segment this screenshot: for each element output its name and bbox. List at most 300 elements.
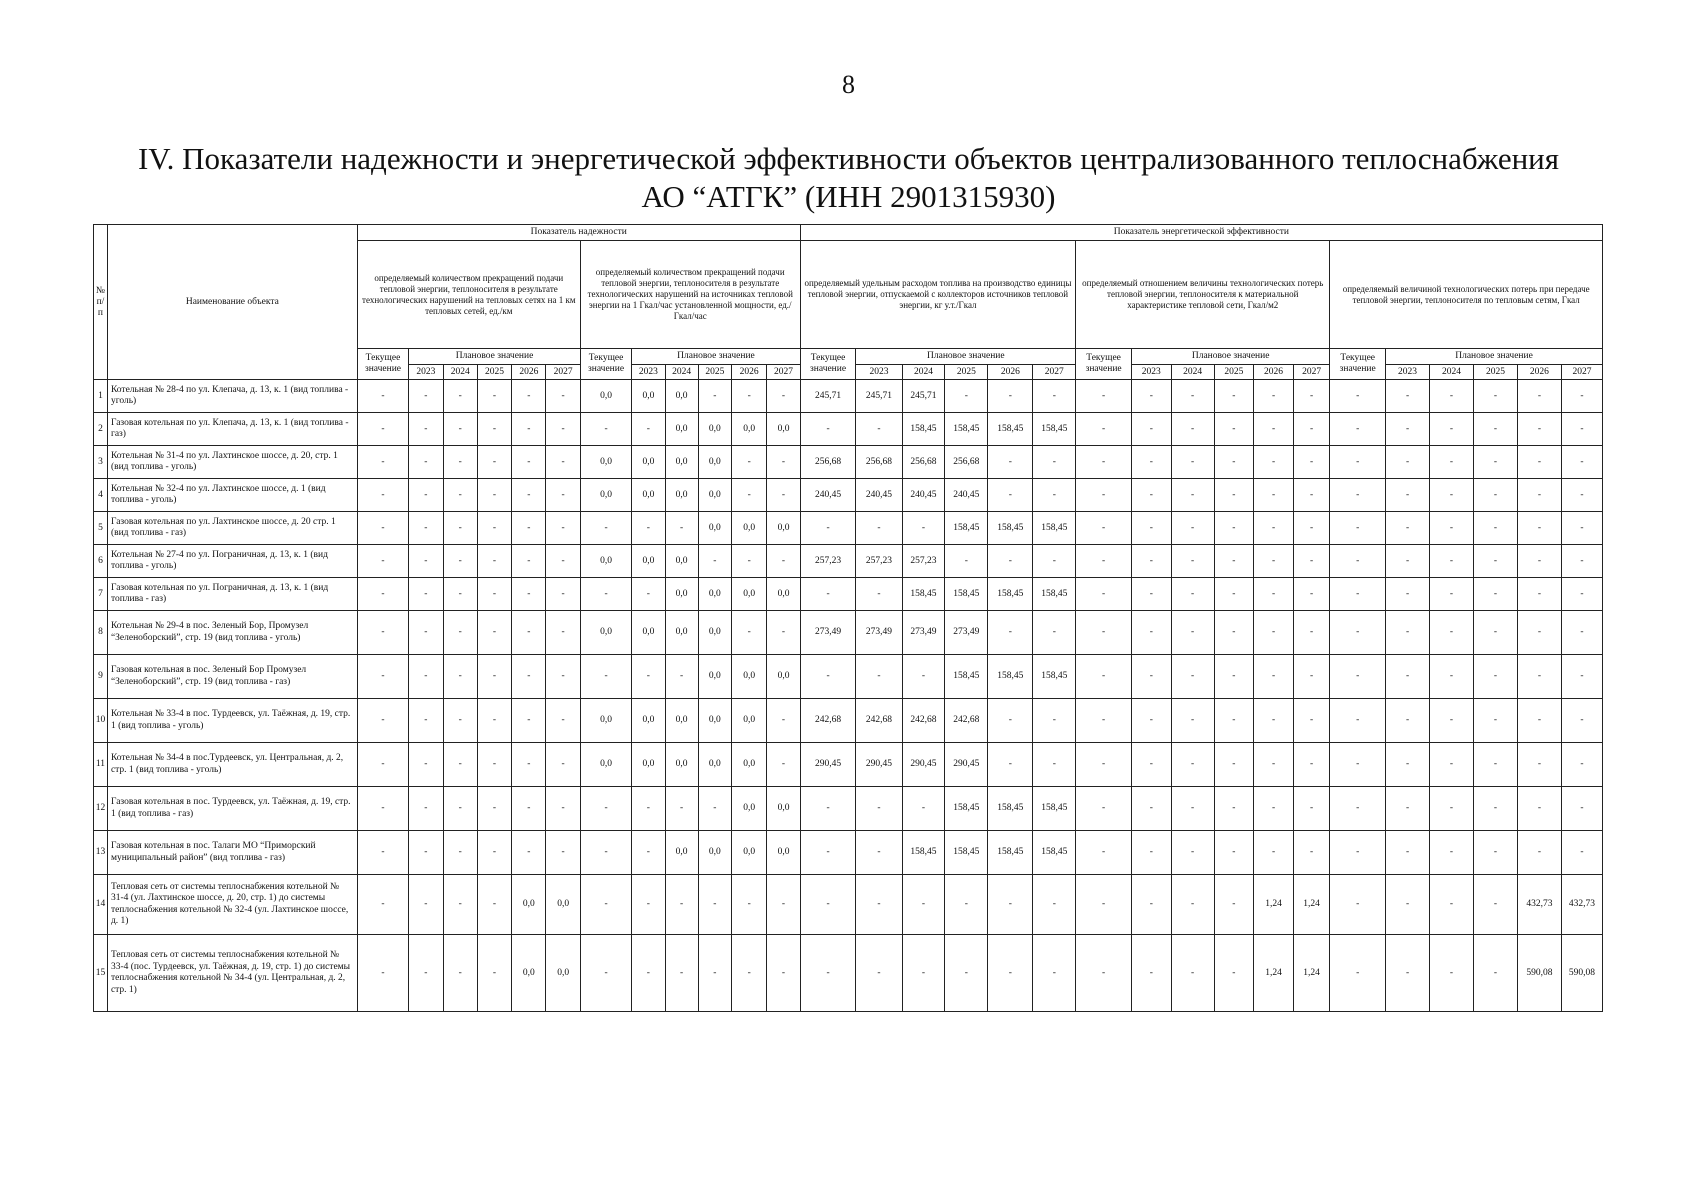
value-cell: - xyxy=(1517,699,1561,743)
value-cell: - xyxy=(1214,611,1254,655)
value-cell: 0,0 xyxy=(665,446,698,479)
value-cell: 432,73 xyxy=(1517,875,1561,935)
indicator-header: определяемый удельным расходом топлива на производство единицы тепловой энергии, отпускаемой с коллекторов источников тепловой энергии, кг у.т./Гкал xyxy=(800,241,1076,349)
value-cell: - xyxy=(632,655,665,699)
value-cell: 242,68 xyxy=(800,699,856,743)
header-number: № п/ п xyxy=(94,225,108,380)
value-cell: - xyxy=(1293,380,1329,413)
value-cell: - xyxy=(665,787,698,831)
value-cell: - xyxy=(1033,545,1076,578)
value-cell: 158,45 xyxy=(1033,512,1076,545)
value-cell: - xyxy=(546,831,580,875)
value-cell: 257,23 xyxy=(902,545,945,578)
value-cell: - xyxy=(1293,446,1329,479)
value-cell: - xyxy=(357,787,408,831)
row-number: 14 xyxy=(94,875,108,935)
header-year: 2027 xyxy=(1561,365,1602,380)
value-cell: - xyxy=(580,413,631,446)
value-cell: - xyxy=(698,935,731,1012)
value-cell: - xyxy=(856,787,902,831)
value-cell: 158,45 xyxy=(988,655,1033,699)
value-cell: - xyxy=(477,545,511,578)
table-row xyxy=(94,512,1603,545)
value-cell: - xyxy=(731,611,766,655)
table-row xyxy=(94,743,1603,787)
value-cell: 273,49 xyxy=(856,611,902,655)
value-cell: - xyxy=(1214,699,1254,743)
value-cell: - xyxy=(512,743,546,787)
value-cell: - xyxy=(945,380,988,413)
value-cell: 1,24 xyxy=(1254,875,1294,935)
value-cell: - xyxy=(1171,875,1214,935)
header-year: 2025 xyxy=(1214,365,1254,380)
value-cell: - xyxy=(357,699,408,743)
value-cell: - xyxy=(512,699,546,743)
value-cell: - xyxy=(1214,446,1254,479)
value-cell: - xyxy=(1171,787,1214,831)
value-cell: - xyxy=(409,380,443,413)
row-number: 5 xyxy=(94,512,108,545)
value-cell: 256,68 xyxy=(945,446,988,479)
value-cell: 273,49 xyxy=(902,611,945,655)
value-cell: - xyxy=(767,935,800,1012)
value-cell: - xyxy=(698,875,731,935)
value-cell: - xyxy=(1473,479,1517,512)
value-cell: - xyxy=(632,512,665,545)
value-cell: 256,68 xyxy=(856,446,902,479)
value-cell: 1,24 xyxy=(1254,935,1294,1012)
value-cell: - xyxy=(1033,479,1076,512)
title-line-1: IV. Показатели надежности и энергетической эффективности объектов централизованного теплоснабжения xyxy=(137,141,1560,176)
value-cell: - xyxy=(443,512,477,545)
value-cell: 0,0 xyxy=(665,831,698,875)
value-cell: - xyxy=(1517,446,1561,479)
value-cell: - xyxy=(988,380,1033,413)
value-cell: - xyxy=(800,935,856,1012)
value-cell: - xyxy=(1473,743,1517,787)
value-cell: - xyxy=(1293,611,1329,655)
row-number: 2 xyxy=(94,413,108,446)
object-name: Котельная № 32-4 по ул. Лахтинское шоссе, д. 1 (вид топлива - уголь) xyxy=(107,479,357,512)
value-cell: - xyxy=(1076,479,1132,512)
row-number: 3 xyxy=(94,446,108,479)
value-cell: - xyxy=(1131,787,1171,831)
value-cell: 0,0 xyxy=(731,699,766,743)
value-cell: - xyxy=(1473,578,1517,611)
value-cell: 158,45 xyxy=(902,578,945,611)
value-cell: - xyxy=(1517,545,1561,578)
indicator-header: определяемый величиной технологических потерь при передаче тепловой энергии, теплоносителя по тепловым сетям, Гкал xyxy=(1330,241,1603,349)
header-year: 2023 xyxy=(1131,365,1171,380)
value-cell: - xyxy=(357,743,408,787)
header-group-efficiency: Показатель энергетической эффективности xyxy=(800,225,1602,241)
value-cell: - xyxy=(546,787,580,831)
value-cell: - xyxy=(1214,512,1254,545)
value-cell: - xyxy=(1076,831,1132,875)
value-cell: - xyxy=(1131,380,1171,413)
value-cell: - xyxy=(1473,413,1517,446)
value-cell: 273,49 xyxy=(800,611,856,655)
value-cell: 0,0 xyxy=(632,446,665,479)
value-cell: - xyxy=(580,875,631,935)
value-cell: - xyxy=(767,380,800,413)
value-cell: - xyxy=(1330,699,1386,743)
value-cell: - xyxy=(357,875,408,935)
value-cell: - xyxy=(1076,935,1132,1012)
value-cell: - xyxy=(1517,655,1561,699)
table-row xyxy=(94,380,1603,413)
value-cell: - xyxy=(1517,512,1561,545)
value-cell: - xyxy=(988,611,1033,655)
value-cell: - xyxy=(731,446,766,479)
value-cell: - xyxy=(1171,831,1214,875)
value-cell: - xyxy=(1033,380,1076,413)
value-cell: - xyxy=(477,743,511,787)
header-year: 2026 xyxy=(988,365,1033,380)
value-cell: - xyxy=(546,545,580,578)
table-row xyxy=(94,611,1603,655)
header-year: 2025 xyxy=(1473,365,1517,380)
header-year: 2027 xyxy=(767,365,800,380)
header-year: 2024 xyxy=(1430,365,1474,380)
value-cell: 245,71 xyxy=(800,380,856,413)
header-planned-value: Плановое значение xyxy=(1131,349,1329,365)
value-cell: - xyxy=(1561,787,1602,831)
object-name: Газовая котельная по ул. Клепача, д. 13, к. 1 (вид топлива - газ) xyxy=(107,413,357,446)
value-cell: - xyxy=(1171,611,1214,655)
value-cell: - xyxy=(1386,545,1430,578)
value-cell: - xyxy=(1033,699,1076,743)
value-cell: - xyxy=(1076,545,1132,578)
value-cell: - xyxy=(1473,446,1517,479)
value-cell: 256,68 xyxy=(800,446,856,479)
value-cell: 0,0 xyxy=(731,655,766,699)
value-cell: 0,0 xyxy=(632,380,665,413)
value-cell: - xyxy=(1561,611,1602,655)
value-cell: - xyxy=(902,655,945,699)
value-cell: - xyxy=(1293,655,1329,699)
value-cell: - xyxy=(512,380,546,413)
header-year: 2025 xyxy=(698,365,731,380)
value-cell: - xyxy=(546,611,580,655)
value-cell: - xyxy=(1561,545,1602,578)
value-cell: - xyxy=(1561,479,1602,512)
value-cell: 158,45 xyxy=(1033,413,1076,446)
value-cell: - xyxy=(1330,831,1386,875)
value-cell: - xyxy=(731,875,766,935)
value-cell: - xyxy=(1517,479,1561,512)
value-cell: - xyxy=(1293,413,1329,446)
value-cell: - xyxy=(800,831,856,875)
value-cell: 0,0 xyxy=(665,479,698,512)
value-cell: - xyxy=(945,545,988,578)
value-cell: - xyxy=(1033,875,1076,935)
value-cell: - xyxy=(443,935,477,1012)
value-cell: - xyxy=(665,935,698,1012)
value-cell: 0,0 xyxy=(665,699,698,743)
value-cell: - xyxy=(580,512,631,545)
object-name: Котельная № 27-4 по ул. Пограничная, д. 13, к. 1 (вид топлива - уголь) xyxy=(107,545,357,578)
value-cell: - xyxy=(546,512,580,545)
value-cell: 158,45 xyxy=(945,787,988,831)
table-row xyxy=(94,831,1603,875)
value-cell: - xyxy=(1254,512,1294,545)
value-cell: 245,71 xyxy=(902,380,945,413)
object-name: Тепловая сеть от системы теплоснабжения котельной № 31-4 (ул. Лахтинское шоссе, д. 20, стр. 1) до системы теплоснабжения котельной № 32-4 (ул. Лахтинское шоссе, д. 1) xyxy=(107,875,357,935)
row-number: 12 xyxy=(94,787,108,831)
header-year: 2023 xyxy=(1386,365,1430,380)
value-cell: 158,45 xyxy=(988,787,1033,831)
value-cell: 0,0 xyxy=(698,413,731,446)
value-cell: 0,0 xyxy=(580,743,631,787)
value-cell: - xyxy=(1293,743,1329,787)
header-year: 2024 xyxy=(902,365,945,380)
value-cell: - xyxy=(409,655,443,699)
title-line-2: АО “АТГК” (ИНН 2901315930) xyxy=(641,179,1056,214)
value-cell: - xyxy=(988,479,1033,512)
value-cell: 0,0 xyxy=(512,875,546,935)
value-cell: - xyxy=(1214,743,1254,787)
value-cell: - xyxy=(1430,831,1474,875)
value-cell: - xyxy=(632,578,665,611)
value-cell: 0,0 xyxy=(698,611,731,655)
value-cell: - xyxy=(477,446,511,479)
value-cell: 0,0 xyxy=(698,743,731,787)
value-cell: 158,45 xyxy=(988,512,1033,545)
value-cell: - xyxy=(1561,413,1602,446)
object-name: Тепловая сеть от системы теплоснабжения котельной № 33-4 (пос. Турдеевск, ул. Таёжная, д. 19, стр. 1) до системы теплоснабжения котельной № 34-4 (ул. Центральная, д. 2, стр. 1) xyxy=(107,935,357,1012)
value-cell: - xyxy=(409,512,443,545)
value-cell: - xyxy=(1517,831,1561,875)
value-cell: 290,45 xyxy=(945,743,988,787)
value-cell: - xyxy=(1386,413,1430,446)
value-cell: - xyxy=(1131,655,1171,699)
value-cell: 0,0 xyxy=(767,787,800,831)
row-number: 6 xyxy=(94,545,108,578)
value-cell: - xyxy=(443,655,477,699)
value-cell: - xyxy=(1076,611,1132,655)
header-year: 2023 xyxy=(409,365,443,380)
value-cell: 158,45 xyxy=(988,413,1033,446)
value-cell: - xyxy=(1076,743,1132,787)
value-cell: - xyxy=(1561,655,1602,699)
value-cell: - xyxy=(1214,875,1254,935)
value-cell: - xyxy=(357,611,408,655)
header-planned-value: Плановое значение xyxy=(409,349,581,365)
value-cell: - xyxy=(1293,545,1329,578)
row-number: 13 xyxy=(94,831,108,875)
table-row xyxy=(94,413,1603,446)
row-number: 8 xyxy=(94,611,108,655)
object-name: Газовая котельная по ул. Лахтинское шоссе, д. 20 стр. 1 (вид топлива - газ) xyxy=(107,512,357,545)
value-cell: - xyxy=(698,787,731,831)
table-row xyxy=(94,479,1603,512)
value-cell: - xyxy=(1517,743,1561,787)
value-cell: - xyxy=(856,413,902,446)
value-cell: - xyxy=(1430,611,1474,655)
value-cell: 0,0 xyxy=(698,699,731,743)
value-cell: - xyxy=(1131,935,1171,1012)
value-cell: - xyxy=(477,787,511,831)
value-cell: - xyxy=(1330,743,1386,787)
value-cell: - xyxy=(1254,655,1294,699)
value-cell: - xyxy=(1430,380,1474,413)
value-cell: - xyxy=(1517,787,1561,831)
value-cell: 158,45 xyxy=(988,831,1033,875)
value-cell: 257,23 xyxy=(800,545,856,578)
value-cell: - xyxy=(1430,935,1474,1012)
value-cell: - xyxy=(357,578,408,611)
value-cell: 0,0 xyxy=(731,831,766,875)
value-cell: 158,45 xyxy=(1033,787,1076,831)
value-cell: 0,0 xyxy=(580,545,631,578)
value-cell: - xyxy=(1473,512,1517,545)
value-cell: - xyxy=(1386,380,1430,413)
indicators-table-wrapper xyxy=(93,224,1603,1012)
value-cell: - xyxy=(1386,875,1430,935)
header-year: 2026 xyxy=(512,365,546,380)
value-cell: - xyxy=(902,875,945,935)
value-cell: 0,0 xyxy=(632,545,665,578)
value-cell: - xyxy=(1430,787,1474,831)
value-cell: 0,0 xyxy=(767,413,800,446)
value-cell: 590,08 xyxy=(1517,935,1561,1012)
value-cell: 158,45 xyxy=(1033,578,1076,611)
value-cell: 0,0 xyxy=(546,935,580,1012)
page-number: 8 xyxy=(842,70,855,99)
value-cell: - xyxy=(698,545,731,578)
value-cell: 432,73 xyxy=(1561,875,1602,935)
value-cell: 290,45 xyxy=(800,743,856,787)
value-cell: - xyxy=(856,875,902,935)
value-cell: 0,0 xyxy=(767,655,800,699)
value-cell: - xyxy=(1561,699,1602,743)
object-name: Газовая котельная в пос. Турдеевск, ул. Таёжная, д. 19, стр. 1 (вид топлива - газ) xyxy=(107,787,357,831)
value-cell: - xyxy=(731,935,766,1012)
value-cell: 158,45 xyxy=(945,578,988,611)
value-cell: - xyxy=(357,380,408,413)
value-cell: - xyxy=(1131,831,1171,875)
value-cell: - xyxy=(1330,512,1386,545)
value-cell: - xyxy=(1330,413,1386,446)
value-cell: - xyxy=(1076,787,1132,831)
value-cell: 590,08 xyxy=(1561,935,1602,1012)
value-cell: 158,45 xyxy=(945,512,988,545)
value-cell: - xyxy=(1171,655,1214,699)
value-cell: - xyxy=(477,413,511,446)
value-cell: - xyxy=(1430,545,1474,578)
value-cell: 240,45 xyxy=(856,479,902,512)
value-cell: - xyxy=(1076,413,1132,446)
value-cell: - xyxy=(1171,380,1214,413)
table-row xyxy=(94,875,1603,935)
object-name: Газовая котельная в пос. Талаги МО “Приморский муниципальный район” (вид топлива - газ) xyxy=(107,831,357,875)
value-cell: - xyxy=(988,743,1033,787)
header-group-reliability: Показатель надежности xyxy=(357,225,800,241)
value-cell: - xyxy=(443,578,477,611)
value-cell: 0,0 xyxy=(665,578,698,611)
value-cell: - xyxy=(988,875,1033,935)
value-cell: - xyxy=(1214,655,1254,699)
value-cell: - xyxy=(1214,413,1254,446)
value-cell: - xyxy=(1473,875,1517,935)
header-year: 2024 xyxy=(665,365,698,380)
value-cell: - xyxy=(945,935,988,1012)
object-name: Котельная № 31-4 по ул. Лахтинское шоссе, д. 20, стр. 1 (вид топлива - уголь) xyxy=(107,446,357,479)
value-cell: 290,45 xyxy=(856,743,902,787)
value-cell: - xyxy=(1293,479,1329,512)
value-cell: - xyxy=(357,446,408,479)
value-cell: - xyxy=(1561,743,1602,787)
object-name: Котельная № 33-4 в пос. Турдеевск, ул. Таёжная, д. 19, стр. 1 (вид топлива - уголь) xyxy=(107,699,357,743)
value-cell: - xyxy=(632,831,665,875)
value-cell: - xyxy=(546,479,580,512)
value-cell: - xyxy=(1330,935,1386,1012)
value-cell: 158,45 xyxy=(902,831,945,875)
value-cell: - xyxy=(1517,413,1561,446)
value-cell: - xyxy=(443,380,477,413)
value-cell: - xyxy=(1254,578,1294,611)
header-planned-value: Плановое значение xyxy=(632,349,800,365)
value-cell: - xyxy=(1171,935,1214,1012)
value-cell: - xyxy=(1214,935,1254,1012)
value-cell: - xyxy=(1076,578,1132,611)
value-cell: - xyxy=(1171,446,1214,479)
value-cell: - xyxy=(1214,578,1254,611)
value-cell: - xyxy=(767,611,800,655)
header-planned-value: Плановое значение xyxy=(1386,349,1603,365)
value-cell: 240,45 xyxy=(945,479,988,512)
value-cell: - xyxy=(800,787,856,831)
indicators-table xyxy=(93,224,1603,1012)
row-number: 9 xyxy=(94,655,108,699)
value-cell: 240,45 xyxy=(902,479,945,512)
value-cell: 0,0 xyxy=(665,380,698,413)
value-cell: 0,0 xyxy=(580,479,631,512)
value-cell: - xyxy=(477,380,511,413)
value-cell: 0,0 xyxy=(698,479,731,512)
value-cell: 0,0 xyxy=(731,413,766,446)
header-current-value: Текущее значение xyxy=(1076,349,1132,380)
value-cell: - xyxy=(767,743,800,787)
table-row xyxy=(94,699,1603,743)
value-cell: 158,45 xyxy=(988,578,1033,611)
value-cell: - xyxy=(546,743,580,787)
value-cell: - xyxy=(580,787,631,831)
value-cell: 242,68 xyxy=(945,699,988,743)
value-cell: - xyxy=(1254,611,1294,655)
value-cell: - xyxy=(1330,611,1386,655)
table-row xyxy=(94,787,1603,831)
value-cell: - xyxy=(1473,699,1517,743)
value-cell: - xyxy=(1473,611,1517,655)
header-year: 2025 xyxy=(477,365,511,380)
value-cell: - xyxy=(856,935,902,1012)
value-cell: - xyxy=(856,655,902,699)
value-cell: 158,45 xyxy=(945,413,988,446)
value-cell: 273,49 xyxy=(945,611,988,655)
value-cell: - xyxy=(731,380,766,413)
value-cell: - xyxy=(512,446,546,479)
indicator-header: определяемый количеством прекращений подачи тепловой энергии, теплоносителя в результате технологических нарушений на источниках тепловой энергии на 1 Гкал/час установленной мощности, ед./Гкал/час xyxy=(580,241,800,349)
value-cell: 0,0 xyxy=(698,512,731,545)
value-cell: - xyxy=(512,545,546,578)
value-cell: - xyxy=(1386,479,1430,512)
value-cell: - xyxy=(1076,380,1132,413)
value-cell: - xyxy=(1386,655,1430,699)
value-cell: - xyxy=(1430,479,1474,512)
value-cell: - xyxy=(409,545,443,578)
